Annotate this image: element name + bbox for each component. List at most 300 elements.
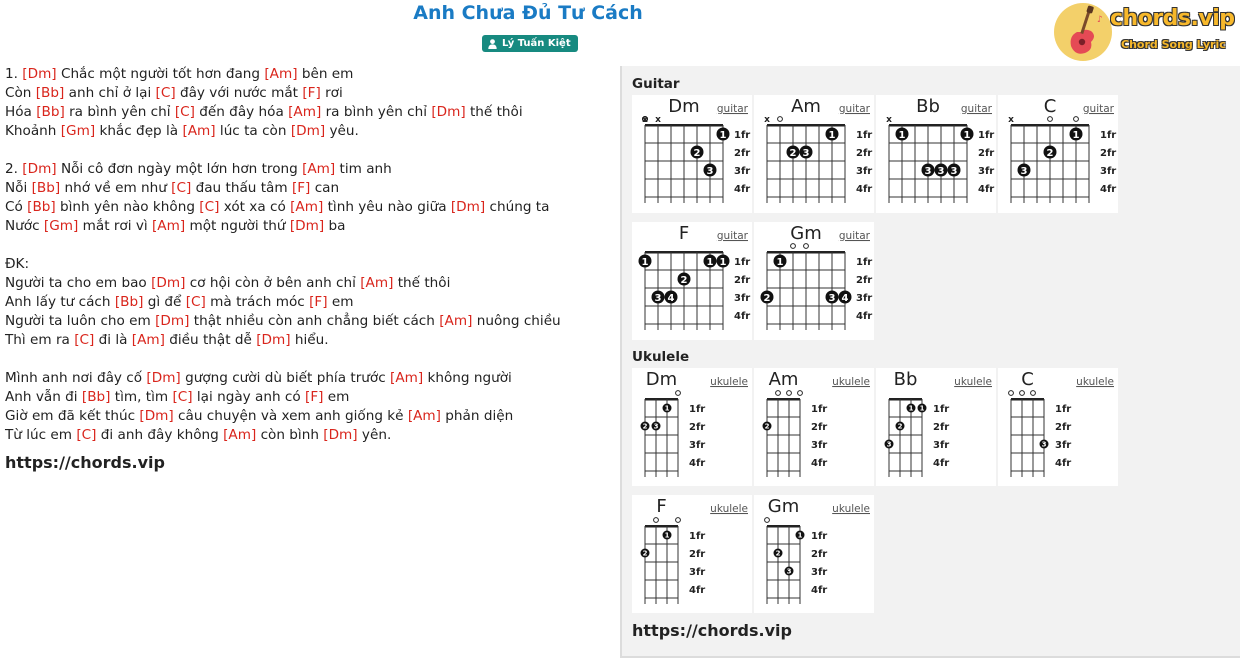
panel-site-url[interactable]: https://chords.vip: [632, 621, 792, 640]
lyric-text: bên em: [297, 66, 354, 82]
finger-number: 2: [642, 422, 648, 431]
fret-label: 3fr: [856, 166, 873, 177]
svg-text:♪: ♪: [1097, 15, 1103, 25]
instrument-link[interactable]: ukulele: [832, 376, 870, 388]
instrument-link[interactable]: ukulele: [1076, 376, 1114, 388]
nut: [767, 525, 800, 528]
lyric-text: đi là: [94, 332, 132, 348]
chord-link[interactable]: [Gm]: [43, 218, 79, 234]
chord-link[interactable]: [Am]: [407, 408, 441, 424]
fret-label: 2fr: [811, 549, 828, 560]
chord-link[interactable]: [Bb]: [27, 199, 56, 215]
finger-number: 3: [653, 422, 659, 431]
chord-link[interactable]: [C]: [171, 180, 192, 196]
lyric-line: [5, 350, 605, 369]
fret-label: 2fr: [933, 422, 950, 433]
finger-number: 3: [706, 165, 714, 177]
finger-number: 1: [776, 256, 784, 268]
fret-label: 2fr: [1055, 422, 1072, 433]
lyric-text: Thì em ra: [5, 332, 75, 348]
fret-label: 2fr: [811, 422, 828, 433]
fret-label: 4fr: [734, 311, 751, 322]
chord-link[interactable]: [Am]: [288, 104, 322, 120]
fret-label: 1fr: [734, 130, 751, 141]
fret-label: 1fr: [811, 404, 828, 415]
chord-link[interactable]: [C]: [199, 199, 220, 215]
chord-link[interactable]: [C]: [174, 104, 195, 120]
lyric-text: phản diện: [440, 408, 514, 424]
chord-link[interactable]: [Bb]: [31, 180, 61, 196]
lyric-text: đi anh đây không: [96, 427, 224, 443]
ukulele-chord-diagram: [754, 368, 874, 486]
finger-number: 4: [667, 292, 675, 304]
lyric-text: ĐK:: [5, 256, 30, 272]
fret-label: 3fr: [978, 166, 995, 177]
fret-label: 1fr: [689, 404, 706, 415]
chord-name: Gm: [767, 496, 800, 517]
fret-label: 1fr: [811, 531, 828, 542]
finger-number: 1: [719, 129, 727, 141]
lyric-text: Nước: [5, 218, 44, 234]
open-string-marker: [654, 518, 659, 523]
lyric-text: ra bình yên chỉ: [321, 104, 432, 120]
ukulele-chord-f[interactable]: [632, 495, 752, 613]
fret-label: 2fr: [689, 422, 706, 433]
chord-link[interactable]: [Dm]: [323, 427, 358, 443]
lyric-line: [5, 141, 605, 160]
lyric-line: [5, 236, 605, 255]
finger-number: 1: [797, 531, 803, 540]
fret-label: 3fr: [811, 440, 828, 451]
guitar-chord-c[interactable]: [998, 95, 1118, 213]
fret-label: 3fr: [811, 567, 828, 578]
lyric-text: Nỗi cô đơn ngày một lớn hơn trong: [56, 161, 303, 177]
chord-name: Am: [791, 96, 821, 117]
lyric-line: [5, 160, 605, 179]
fret-label: 4fr: [1100, 184, 1117, 195]
ukulele-chord-diagram: [998, 368, 1118, 486]
lyric-text: rơi: [320, 85, 343, 101]
fret-label: 1fr: [978, 130, 995, 141]
lyric-text: mà trách móc: [205, 294, 310, 310]
muted-string-marker: x: [764, 115, 770, 125]
lyric-text: ba: [324, 218, 346, 234]
ukulele-chord-c[interactable]: [998, 368, 1118, 486]
finger-number: 1: [1072, 129, 1080, 141]
guitar-chord-diagram: [876, 95, 996, 213]
chord-link[interactable]: [Dm]: [139, 408, 174, 424]
open-string-marker: [676, 391, 681, 396]
chord-link[interactable]: [Am]: [152, 218, 186, 234]
chord-link[interactable]: [Am]: [360, 275, 394, 291]
lyric-line: [5, 293, 605, 312]
lyric-text: đau thấu tâm: [191, 180, 292, 196]
fret-label: 1fr: [933, 404, 950, 415]
guitar-logo-icon: [1053, 2, 1113, 62]
chord-link[interactable]: [Bb]: [114, 294, 144, 310]
site-logo[interactable]: [1053, 2, 1233, 62]
finger-number: 3: [654, 292, 662, 304]
nut: [1011, 398, 1044, 401]
guitar-chord-diagram: [754, 95, 874, 213]
chord-link[interactable]: [Bb]: [36, 104, 65, 120]
ukulele-chord-dm[interactable]: [632, 368, 752, 486]
chord-link[interactable]: [C]: [155, 85, 176, 101]
lyric-line: [5, 198, 605, 217]
lyric-text: Anh vẫn đi: [5, 389, 82, 405]
ukulele-chord-gm[interactable]: [754, 495, 874, 613]
lyric-text: thế thôi: [393, 275, 451, 291]
lyric-text: hiểu.: [290, 332, 329, 348]
ukulele-section-label: Ukulele: [632, 349, 690, 365]
fret-label: 4fr: [734, 184, 751, 195]
chord-name: Dm: [668, 96, 700, 117]
fret-label: 1fr: [1100, 130, 1117, 141]
finger-number: 2: [775, 549, 781, 558]
logo-tagline: Chord Song Lyric: [1121, 38, 1226, 51]
open-string-marker: [1074, 117, 1079, 122]
chord-link[interactable]: [F]: [309, 294, 328, 310]
chord-link[interactable]: [F]: [302, 85, 321, 101]
finger-number: 3: [802, 147, 810, 159]
fret-label: 2fr: [856, 275, 873, 286]
lyric-line: [5, 388, 605, 407]
song-title: Anh Chưa Đủ Tư Cách: [413, 2, 643, 24]
lyric-text: nhớ về em như: [60, 180, 172, 196]
lyric-text: đến đây hóa: [194, 104, 289, 120]
lyric-text: Có: [5, 199, 28, 215]
lyric-text: tình yêu nào giữa: [323, 199, 451, 215]
chord-link[interactable]: [C]: [172, 389, 193, 405]
chord-link[interactable]: [Bb]: [35, 85, 65, 101]
lyric-line: [5, 426, 605, 445]
ukulele-chord-am[interactable]: [754, 368, 874, 486]
fret-label: 3fr: [734, 293, 751, 304]
lyric-line: [5, 65, 605, 84]
open-string-marker: [1009, 391, 1014, 396]
logo-wordmark: chords.vip: [1110, 6, 1235, 31]
fret-label: 3fr: [689, 440, 706, 451]
open-string-marker: [798, 391, 803, 396]
open-string-marker: [776, 391, 781, 396]
fret-label: 3fr: [856, 293, 873, 304]
instrument-link[interactable]: guitar: [960, 103, 992, 115]
guitar-chord-diagram: [632, 95, 752, 213]
chord-name: Gm: [790, 223, 822, 244]
chord-link[interactable]: [Dm]: [290, 123, 326, 139]
chord-link[interactable]: [Am]: [439, 313, 473, 329]
lyric-line: [5, 369, 605, 388]
fret-label: 3fr: [1055, 440, 1072, 451]
lyric-line: [5, 84, 605, 103]
fret-label: 2fr: [1100, 148, 1117, 159]
lyric-text: còn bình: [256, 427, 324, 443]
lyric-text: tìm, tìm: [110, 389, 173, 405]
open-string-marker: [765, 518, 770, 523]
finger-number: 1: [706, 256, 714, 268]
lyric-text: câu chuyện và xem anh giống kẻ: [173, 408, 408, 424]
lyric-line: [5, 103, 605, 122]
fret-label: 1fr: [856, 257, 873, 268]
lyric-text: gượng cười dù biết phía trước: [180, 370, 391, 386]
guitar-chord-diagram: [998, 95, 1118, 213]
guitar-section-label: Guitar: [632, 76, 680, 92]
fret-label: 1fr: [689, 531, 706, 542]
fret-label: 4fr: [933, 458, 950, 469]
chord-name: Bb: [893, 369, 918, 390]
muted-string-marker: x: [1008, 115, 1014, 125]
open-string-marker: [1048, 117, 1053, 122]
instrument-link[interactable]: guitar: [838, 230, 870, 242]
lyric-text: 2.: [5, 161, 23, 177]
lyric-text: Hóa: [5, 104, 37, 120]
fret-label: 4fr: [689, 585, 706, 596]
fret-label: 2fr: [856, 148, 873, 159]
instrument-link[interactable]: ukulele: [954, 376, 992, 388]
lyric-text: chúng ta: [485, 199, 550, 215]
lyric-text: yêu.: [325, 123, 359, 139]
finger-number: 3: [786, 567, 792, 576]
finger-number: 3: [1041, 440, 1047, 449]
lyric-text: lúc ta còn: [215, 123, 291, 139]
chord-link[interactable]: [F]: [305, 389, 324, 405]
open-string-marker: [1020, 391, 1025, 396]
finger-number: 2: [763, 292, 771, 304]
lyric-text: nuông chiều: [472, 313, 561, 329]
fret-label: 4fr: [811, 458, 828, 469]
finger-number: 2: [693, 147, 701, 159]
chord-link[interactable]: [Am]: [131, 332, 165, 348]
instrument-link[interactable]: guitar: [716, 230, 748, 242]
lyric-text: Từ lúc em: [5, 427, 77, 443]
finger-number: 1: [908, 404, 914, 413]
chord-name: Am: [768, 369, 799, 390]
chord-name: C: [1021, 369, 1034, 390]
fret-label: 1fr: [734, 257, 751, 268]
open-string-marker: [791, 244, 796, 249]
finger-number: 2: [1046, 147, 1054, 159]
lyric-text: đây với nước mắt: [175, 85, 303, 101]
muted-string-marker: x: [886, 115, 892, 125]
chord-name: Bb: [916, 96, 940, 117]
guitar-chord-diagram: [754, 222, 874, 340]
fret-label: 4fr: [856, 311, 873, 322]
nut: [645, 398, 678, 401]
fret-label: 1fr: [1055, 404, 1072, 415]
artist-name: Lý Tuấn Kiệt: [502, 38, 571, 49]
chord-link[interactable]: [F]: [291, 180, 311, 196]
open-string-marker: [676, 518, 681, 523]
fret-label: 1fr: [856, 130, 873, 141]
instrument-link[interactable]: guitar: [716, 103, 748, 115]
instrument-link[interactable]: ukulele: [710, 503, 748, 515]
open-string-marker: [804, 244, 809, 249]
lyric-text: anh chỉ ở lại: [64, 85, 156, 101]
instrument-link[interactable]: guitar: [838, 103, 870, 115]
finger-number: 2: [789, 147, 797, 159]
lyric-text: Mình anh nơi đây cố: [5, 370, 147, 386]
lyric-text: khắc đẹp là: [95, 123, 183, 139]
lyric-line: [5, 217, 605, 236]
chord-panel: [620, 66, 1240, 658]
finger-number: 1: [719, 256, 727, 268]
fret-label: 4fr: [689, 458, 706, 469]
finger-number: 1: [664, 404, 670, 413]
chord-link[interactable]: [Dm]: [431, 104, 466, 120]
finger-number: 1: [898, 129, 906, 141]
lyric-text: một người thứ: [185, 218, 290, 234]
chord-link[interactable]: [C]: [76, 427, 97, 443]
chord-link[interactable]: [Dm]: [22, 66, 57, 82]
chord-link[interactable]: [Dm]: [450, 199, 486, 215]
chord-name: Dm: [645, 369, 678, 390]
fret-label: 2fr: [734, 148, 751, 159]
guitar-chord-gm[interactable]: [754, 222, 874, 340]
chord-link[interactable]: [Dm]: [146, 370, 181, 386]
finger-number: 1: [641, 256, 649, 268]
nut: [767, 398, 800, 401]
guitar-chord-bb[interactable]: [876, 95, 996, 213]
fret-label: 3fr: [734, 166, 751, 177]
chord-link[interactable]: [Am]: [290, 199, 324, 215]
muted-string-marker: x: [655, 115, 661, 125]
lyric-text: 1.: [5, 66, 23, 82]
lyric-line: [5, 179, 605, 198]
finger-number: 3: [924, 165, 932, 177]
lyric-text: Còn: [5, 85, 36, 101]
lyric-text: bình yên nào không: [55, 199, 200, 215]
lyric-text: Nỗi: [5, 180, 32, 196]
chord-link[interactable]: [Dm]: [289, 218, 325, 234]
fret-label: 2fr: [734, 275, 751, 286]
chord-link[interactable]: [Am]: [182, 123, 216, 139]
ukulele-chord-diagram: [876, 368, 996, 486]
chord-link[interactable]: [Am]: [264, 66, 298, 82]
finger-number: 2: [642, 549, 648, 558]
lyric-text: mắt rơi vì: [78, 218, 152, 234]
chord-link[interactable]: [Am]: [223, 427, 257, 443]
guitar-chord-am[interactable]: [754, 95, 874, 213]
instrument-link[interactable]: ukulele: [710, 376, 748, 388]
lyric-text: tim anh: [335, 161, 392, 177]
chord-link[interactable]: [Am]: [302, 161, 336, 177]
lyric-line: [5, 255, 605, 274]
fret-label: 2fr: [978, 148, 995, 159]
fret-label: 3fr: [689, 567, 706, 578]
muted-string-marker: x: [642, 115, 648, 125]
chord-link[interactable]: [C]: [185, 294, 206, 310]
lyric-text: ra bình yên chỉ: [64, 104, 175, 120]
guitar-chord-dm[interactable]: [632, 95, 752, 213]
lyric-text: em: [327, 294, 354, 310]
user-icon: [488, 39, 497, 49]
lyric-text: Anh lấy tư cách: [5, 294, 115, 310]
lyric-line: [5, 274, 605, 293]
lyric-line: [5, 407, 605, 426]
fret-label: 2fr: [689, 549, 706, 560]
lyric-text: Khoảnh: [5, 123, 61, 139]
lyric-text: thế thôi: [465, 104, 523, 120]
finger-number: 1: [963, 129, 971, 141]
fret-label: 4fr: [856, 184, 873, 195]
lyric-text: Chắc một người tốt hơn đang: [56, 66, 265, 82]
open-string-marker: [778, 117, 783, 122]
fret-label: 4fr: [811, 585, 828, 596]
lyric-text: điều thật dễ: [164, 332, 257, 348]
fret-label: 3fr: [933, 440, 950, 451]
chord-name: F: [656, 496, 667, 517]
artist-badge[interactable]: [482, 35, 578, 52]
finger-number: 3: [1020, 165, 1028, 177]
open-string-marker: [1031, 391, 1036, 396]
fret-label: 4fr: [1055, 458, 1072, 469]
finger-number: 3: [937, 165, 945, 177]
chord-name: C: [1043, 96, 1057, 117]
site-url[interactable]: https://chords.vip: [5, 453, 165, 472]
fret-label: 3fr: [1100, 166, 1117, 177]
finger-number: 3: [828, 292, 836, 304]
chord-link[interactable]: [Dm]: [256, 332, 291, 348]
ukulele-chord-diagram: [632, 495, 752, 613]
lyric-text: Người ta luôn cho em: [5, 313, 156, 329]
lyric-text: gì để: [143, 294, 186, 310]
chord-link[interactable]: [Dm]: [22, 161, 57, 177]
lyric-line: [5, 312, 605, 331]
chord-link[interactable]: [Bb]: [81, 389, 111, 405]
nut: [889, 398, 922, 401]
lyric-text: yên.: [357, 427, 392, 443]
finger-number: 3: [950, 165, 958, 177]
guitar-chord-diagram: [632, 222, 752, 340]
chord-name: F: [678, 223, 690, 244]
lyric-text: không người: [423, 370, 512, 386]
fret-label: 4fr: [978, 184, 995, 195]
instrument-link[interactable]: guitar: [1082, 103, 1114, 115]
chord-link[interactable]: [Dm]: [151, 275, 186, 291]
lyrics-block: [5, 65, 605, 472]
lyric-line: [5, 122, 605, 141]
chord-link[interactable]: [Dm]: [155, 313, 190, 329]
finger-number: 2: [680, 274, 688, 286]
finger-number: 2: [764, 422, 770, 431]
finger-number: 1: [828, 129, 836, 141]
ukulele-chord-bb[interactable]: [876, 368, 996, 486]
finger-number: 2: [897, 422, 903, 431]
finger-number: 3: [886, 440, 892, 449]
chord-link[interactable]: [C]: [74, 332, 95, 348]
lyric-text: Giờ em đã kết thúc: [5, 408, 140, 424]
finger-number: 4: [841, 292, 849, 304]
lyric-text: Người ta cho em bao: [5, 275, 152, 291]
chord-link[interactable]: [Gm]: [60, 123, 96, 139]
ukulele-chord-diagram: [754, 495, 874, 613]
lyric-text: lại ngày anh có: [192, 389, 306, 405]
lyric-text: xót xa có: [219, 199, 291, 215]
lyric-text: can: [310, 180, 340, 196]
ukulele-chord-diagram: [632, 368, 752, 486]
guitar-chord-f[interactable]: [632, 222, 752, 340]
nut: [645, 525, 678, 528]
lyric-text: cơ hội còn ở bên anh chỉ: [185, 275, 361, 291]
lyric-text: thật nhiều còn anh chẳng biết cách: [189, 313, 440, 329]
instrument-link[interactable]: ukulele: [832, 503, 870, 515]
lyric-text: em: [323, 389, 350, 405]
finger-number: 1: [919, 404, 925, 413]
open-string-marker: [787, 391, 792, 396]
finger-number: 1: [664, 531, 670, 540]
lyric-line: [5, 331, 605, 350]
chord-link[interactable]: [Am]: [390, 370, 424, 386]
